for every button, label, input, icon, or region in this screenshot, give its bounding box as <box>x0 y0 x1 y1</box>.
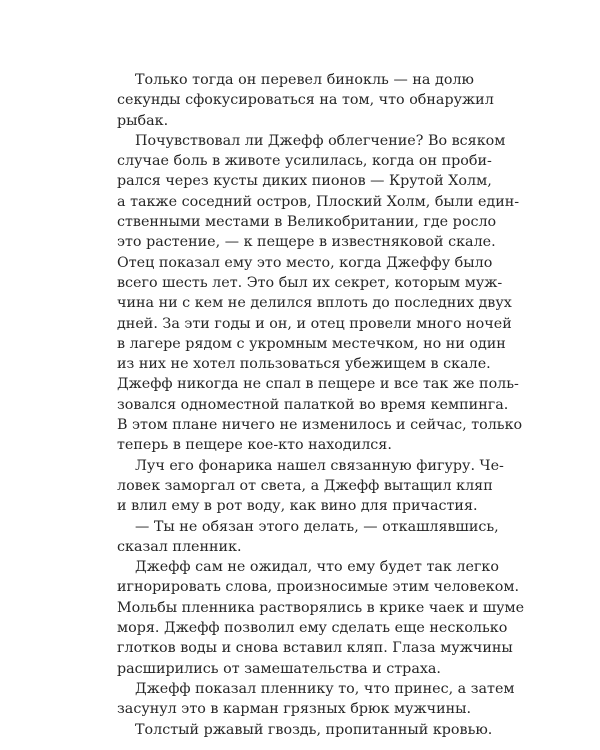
text-line: и влил ему в рот воду, как вино для причастия. <box>117 498 478 515</box>
text-line: рался через кусты диких пионов — Крутой Холм, <box>117 173 492 190</box>
text-line: а также соседний остров, Плоский Холм, были един- <box>117 193 520 210</box>
text-line: всего шесть лет. Это был их секрет, которым муж- <box>117 274 503 291</box>
text-line: глотков воды и снова вставил кляп. Глаза мужчины <box>117 640 513 657</box>
paragraph-2 <box>117 131 523 456</box>
text-line: сказал пленник. <box>117 538 242 555</box>
paragraph-6 <box>117 679 515 720</box>
text-line: — Ты не обязан этого делать, — откашлявшись, <box>135 518 499 535</box>
text-line: Луч его фонарика нашел связанную фигуру. Че- <box>135 457 504 474</box>
text-line: В этом плане ничего не изменилось и сейчас, только <box>117 417 523 434</box>
text-line: дней. За эти годы и он, и отец провели много ночей <box>117 315 512 332</box>
text-line: ственными местами в Великобритании, где росло <box>117 214 497 231</box>
page-body <box>117 70 525 740</box>
paragraph-4 <box>117 517 499 558</box>
text-line: Джефф показал пленнику то, что принес, а затем <box>135 680 515 697</box>
text-line: Толстый ржавый гвоздь, пропитанный кровью. <box>135 721 493 738</box>
text-line: чина ни с кем не делился вплоть до последних двух <box>117 295 512 312</box>
text-line: в лагере рядом с укромным местечком, но ни один <box>117 335 506 352</box>
text-line: Джефф никогда не спал в пещере и все так же поль- <box>117 376 519 393</box>
text-line: Отец показал ему это место, когда Джеффу было <box>117 254 493 271</box>
paragraph-1 <box>117 70 494 131</box>
text-line: Мольбы пленника растворялись в крике чаек и шуме <box>117 599 525 616</box>
text-line: из них не хотел пользоваться убежищем в скале. <box>117 356 491 373</box>
paragraph-5 <box>117 557 525 679</box>
text-line: Почувствовал ли Джефф облегчение? Во всяком <box>135 132 506 149</box>
text-line: ловек заморгал от света, а Джефф вытащил кляп <box>117 477 493 494</box>
text-line: Только тогда он перевел бинокль — на долю <box>135 72 474 88</box>
text-line: это растение, — к пещере в известняковой скале. <box>117 234 496 251</box>
text-line: засунул это в карман грязных брюк мужчины. <box>117 701 472 718</box>
text-line: моря. Джефф позволил ему сделать еще несколько <box>117 620 508 637</box>
text-line: случае боль в животе усилилась, когда он проби- <box>117 153 492 170</box>
text-line: рыбак. <box>117 112 169 129</box>
text-line: секунды сфокусироваться на том, что обнаружил <box>117 92 494 109</box>
text-line: Джефф сам не ожидал, что ему будет так легко <box>135 559 499 576</box>
text-line: теперь в пещере кое-кто находился. <box>117 437 392 454</box>
text-line: расширились от замешательства и страха. <box>117 660 441 677</box>
text-line: игнорировать слова, произносимые этим человеком. <box>117 579 519 596</box>
text-line: зовался одноместной палаткой во время кемпинга. <box>117 396 509 413</box>
paragraph-3 <box>117 456 504 517</box>
paragraph-7 <box>117 720 493 740</box>
